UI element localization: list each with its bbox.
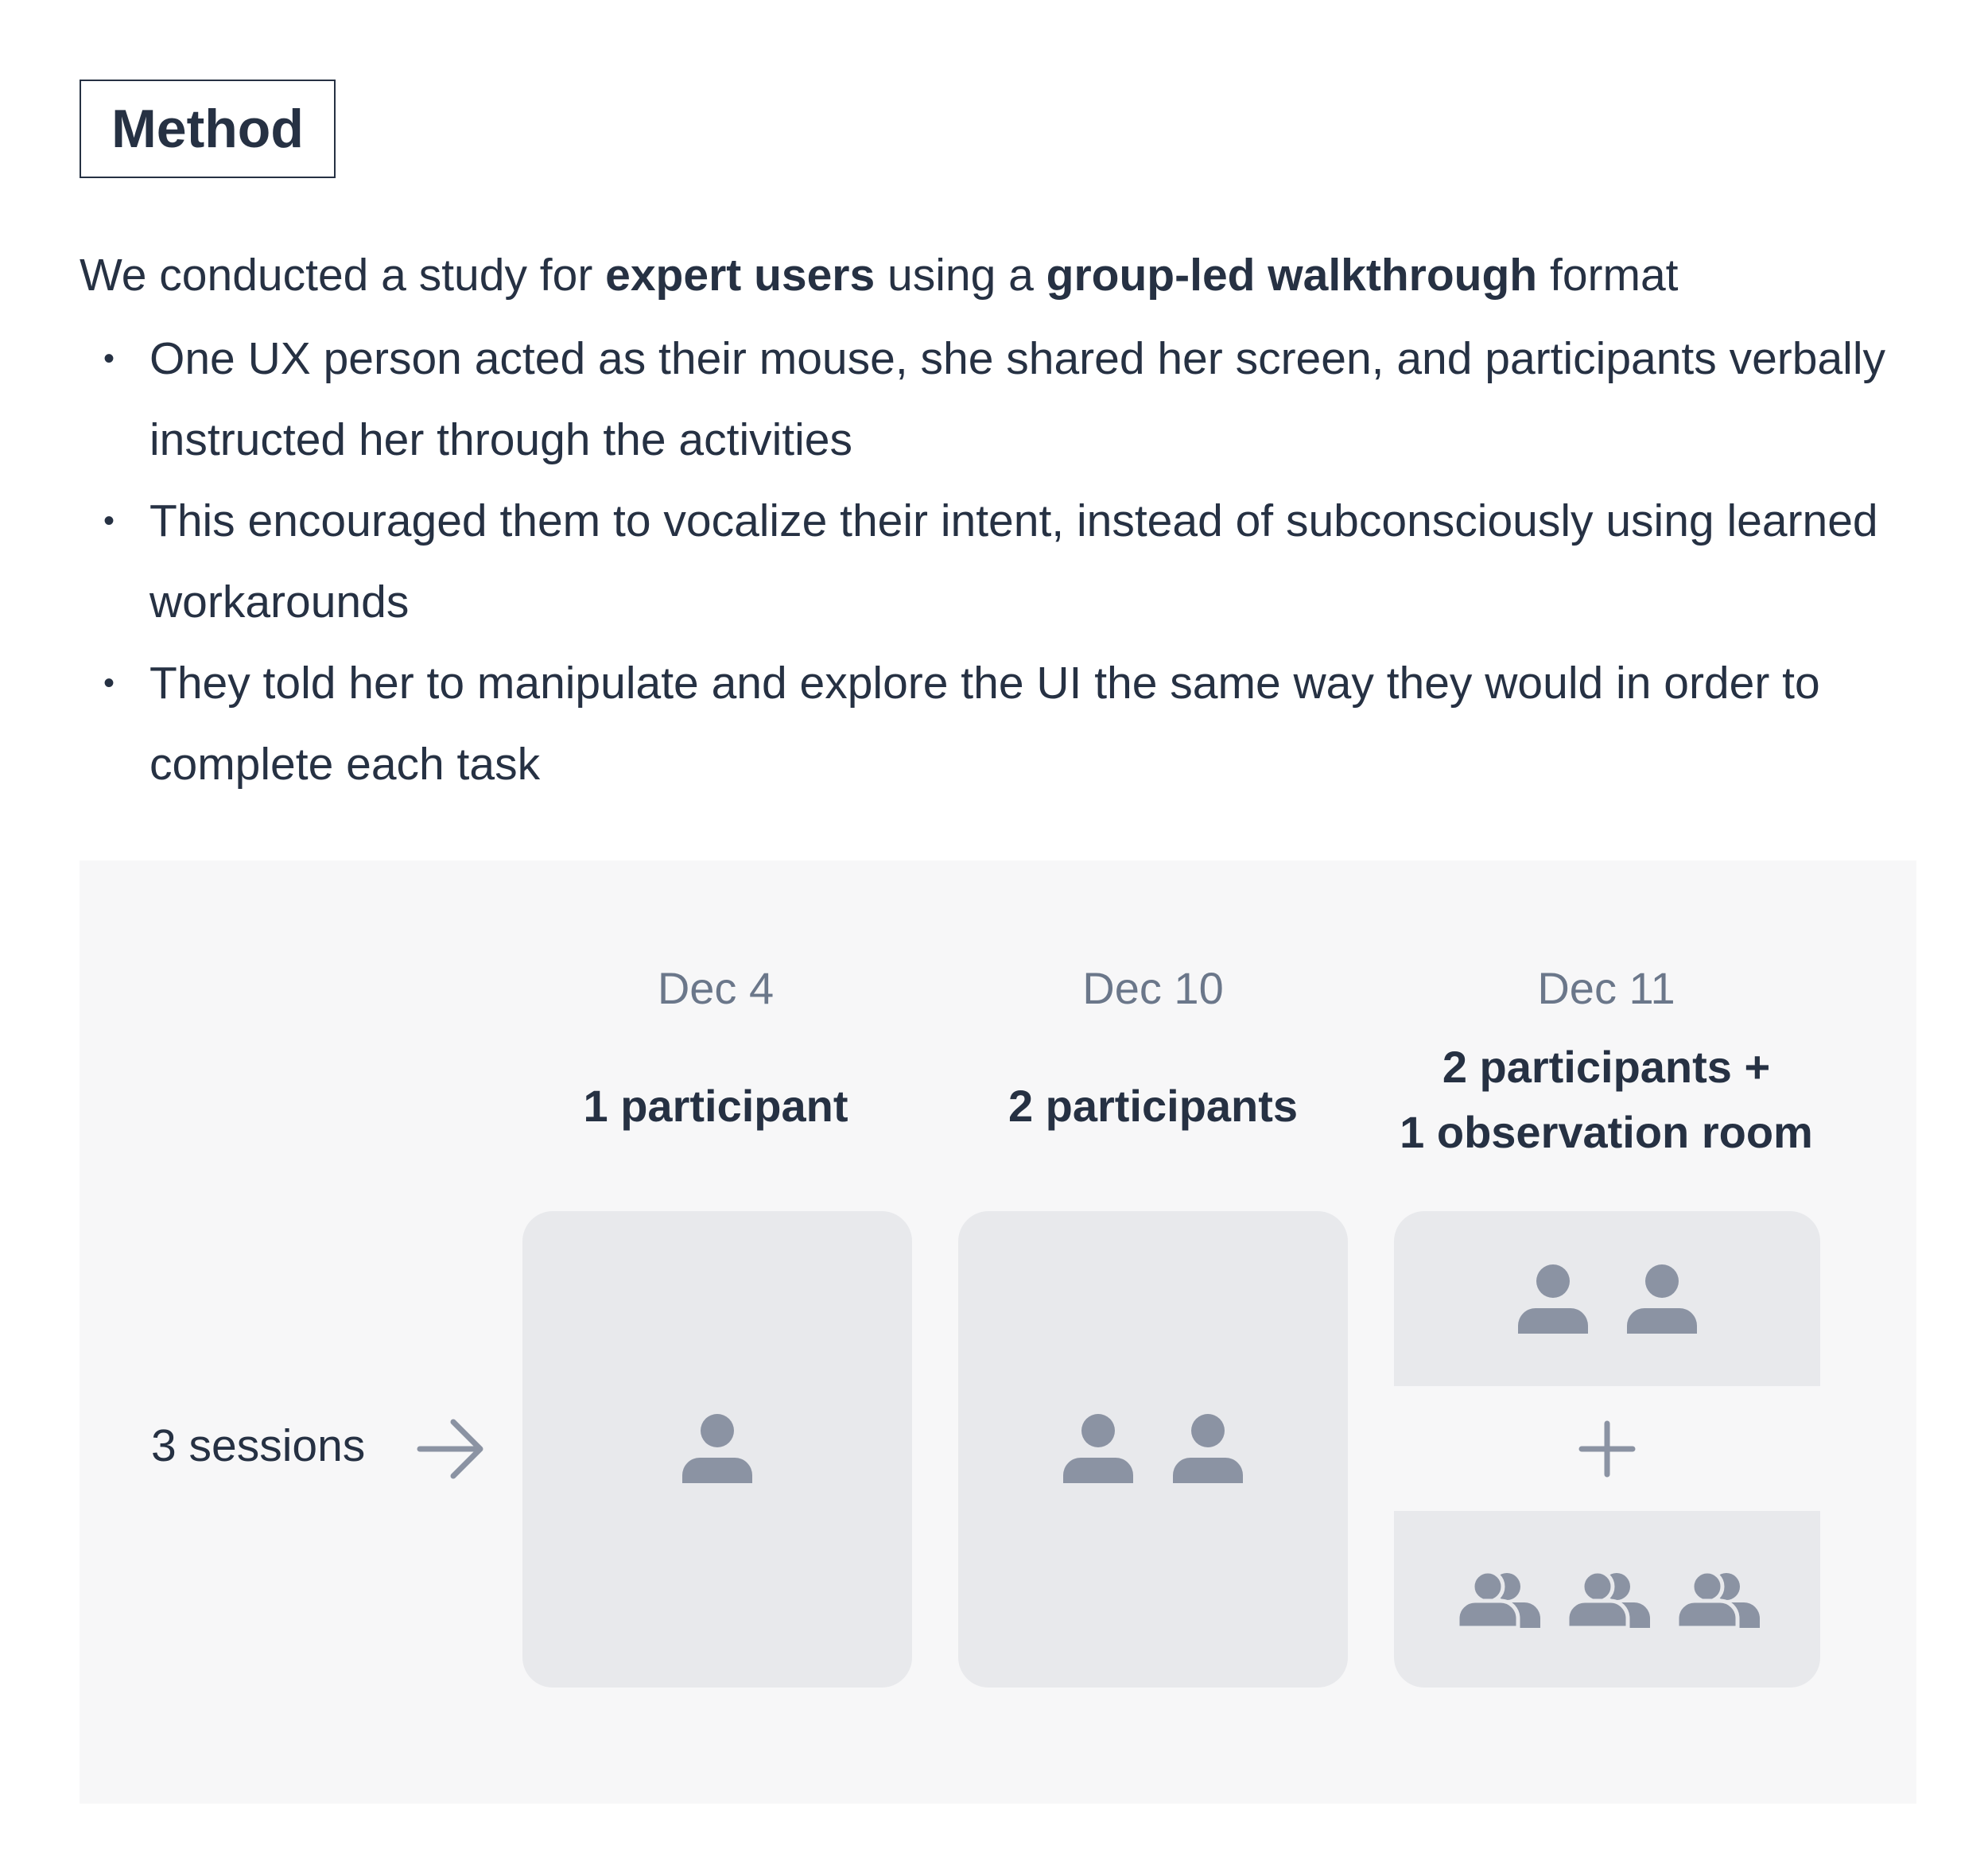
section-heading: Method — [80, 80, 336, 178]
intro-bold-expert-users: expert users — [605, 250, 876, 301]
arrow-right-icon — [415, 1417, 487, 1481]
plus-icon — [1578, 1420, 1636, 1478]
method-bullet-list — [103, 318, 1908, 805]
session-3-participants-line1: 2 participants + — [1442, 1042, 1771, 1092]
session-2-date: Dec 10 — [1082, 963, 1224, 1013]
session-3-date: Dec 11 — [1537, 963, 1675, 1013]
group-icon — [1458, 1571, 1540, 1628]
group-icon — [1567, 1571, 1650, 1628]
bullet-item: • This encouraged them to vocalize their intent, instead of subconsciously using learned workarounds — [103, 480, 1908, 643]
intro-text-2: using a — [875, 250, 1046, 301]
session-2-participants: 2 participants — [1008, 1081, 1299, 1131]
person-icon — [1172, 1413, 1244, 1485]
intro-text-3: format — [1537, 250, 1679, 301]
intro-text-1: We conducted a study for — [80, 250, 606, 301]
bullet-item: • One UX person acted as their mouse, she shared her screen, and participants verbally instructed her through the activities — [103, 318, 1908, 480]
session-1-participants: 1 participant — [583, 1081, 848, 1131]
session-1-date: Dec 4 — [657, 963, 775, 1013]
person-icon — [1517, 1264, 1589, 1335]
person-icon — [1626, 1264, 1698, 1335]
sessions-label: 3 sessions — [151, 1420, 366, 1471]
session-3-participants-card — [1394, 1211, 1820, 1386]
session-2-card — [958, 1211, 1348, 1688]
session-3-participants-line2: 1 observation room — [1400, 1107, 1813, 1157]
group-icon — [1677, 1571, 1760, 1628]
intro-paragraph — [80, 247, 1679, 304]
person-icon — [1062, 1413, 1134, 1485]
bullet-item: • They told her to manipulate and explore the UI the same way they would in order to complete each task — [103, 643, 1908, 805]
intro-bold-walkthrough: group-led walkthrough — [1046, 250, 1538, 301]
person-icon — [681, 1413, 753, 1485]
